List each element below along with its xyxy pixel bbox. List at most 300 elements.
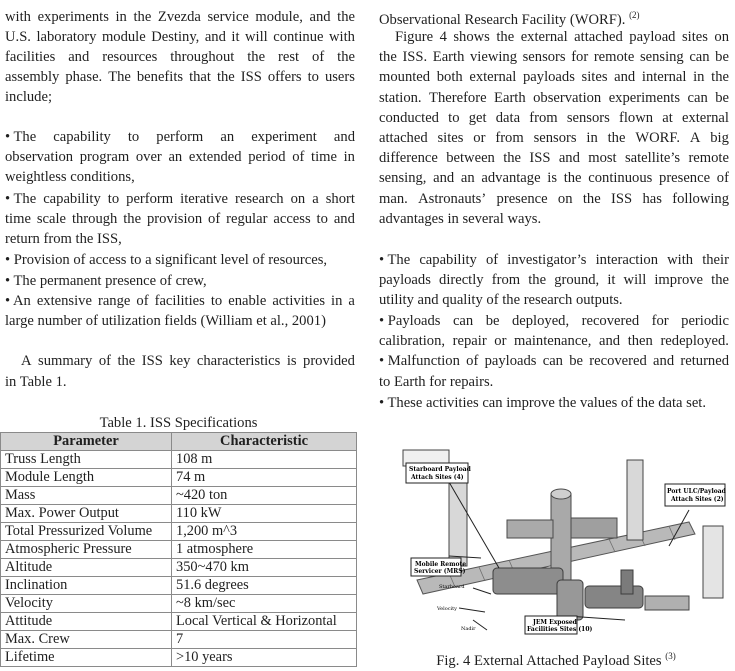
text-line xyxy=(379,47,729,67)
figure-label: Starboard xyxy=(439,584,465,590)
word: Figure xyxy=(395,29,434,45)
table-row xyxy=(1,613,357,631)
characteristic-cell: 51.6 degrees xyxy=(172,577,357,595)
word: will xyxy=(623,272,647,288)
word: of xyxy=(98,353,111,369)
radiator-panel xyxy=(449,478,467,566)
word: payloads xyxy=(379,272,431,288)
word: following xyxy=(672,191,729,207)
word: the xyxy=(563,170,582,186)
text-line xyxy=(379,5,640,28)
word: users xyxy=(324,69,355,85)
jem-module xyxy=(585,586,643,608)
word: remote xyxy=(593,49,635,65)
figure-label: Mobile Remote xyxy=(415,561,467,568)
characteristic-cell: 1 atmosphere xyxy=(172,541,357,559)
table-row xyxy=(1,559,357,577)
word: viewing xyxy=(469,49,518,65)
table-body xyxy=(1,451,357,667)
word: maintenance, xyxy=(514,333,592,349)
jem-exposed-facility xyxy=(645,596,689,610)
word: from xyxy=(495,130,524,146)
word: • The xyxy=(5,129,37,145)
word: of xyxy=(312,49,325,65)
text-line xyxy=(379,148,729,168)
word: conducted xyxy=(379,110,439,126)
word: an xyxy=(168,149,183,165)
word: it xyxy=(231,29,240,45)
word: 4 xyxy=(439,29,447,45)
word: returned xyxy=(680,353,729,369)
word: on xyxy=(557,191,573,207)
word: access xyxy=(273,211,311,227)
lab-module xyxy=(493,568,563,594)
word: payloads xyxy=(523,69,575,85)
word: be xyxy=(715,49,729,65)
word: external xyxy=(469,69,517,85)
parameter-cell: Module Length xyxy=(1,469,172,487)
word: the xyxy=(337,49,355,65)
word: external xyxy=(681,110,729,126)
text-line xyxy=(379,331,729,351)
word: The xyxy=(108,69,131,85)
text-line: include; xyxy=(5,89,53,105)
word: investigator’s xyxy=(507,252,587,268)
parameter-cell: Velocity xyxy=(1,595,172,613)
word: that xyxy=(189,69,211,85)
word: service xyxy=(207,9,249,25)
table-row xyxy=(1,523,357,541)
word: their xyxy=(702,252,729,268)
table-header: Characteristic xyxy=(172,433,357,451)
text-line xyxy=(395,27,729,47)
word: • Malfunction xyxy=(379,353,460,369)
word: the xyxy=(528,272,547,288)
word: to xyxy=(307,69,319,85)
word: research xyxy=(235,191,284,207)
bullet-item xyxy=(5,127,355,147)
text-line xyxy=(5,7,355,27)
word: big xyxy=(710,130,729,146)
table-row xyxy=(1,469,357,487)
word: an xyxy=(220,129,235,145)
word: continuous xyxy=(588,170,653,186)
bullet-item xyxy=(379,311,729,331)
word: payload xyxy=(629,29,676,45)
table-row xyxy=(1,595,357,613)
word: flown xyxy=(618,110,654,126)
word: observation xyxy=(533,90,602,106)
characteristic-cell: ~8 km/sec xyxy=(172,595,357,613)
parameter-cell: Truss Length xyxy=(1,451,172,469)
text-line: advantages in several ways. xyxy=(379,211,542,227)
word: mounted xyxy=(379,69,431,85)
text-line xyxy=(379,270,729,290)
word: presence xyxy=(659,170,711,186)
characteristic-cell: 108 m xyxy=(172,451,357,469)
text-line xyxy=(5,47,355,67)
word: experiment xyxy=(251,129,317,145)
text-line xyxy=(5,209,355,229)
word: A xyxy=(21,353,32,369)
word: continue xyxy=(273,29,324,45)
word: ISS xyxy=(141,353,163,369)
word: the xyxy=(711,69,729,85)
word: Earth xyxy=(494,90,526,106)
word: ISS xyxy=(611,191,633,207)
word: • Payloads xyxy=(379,313,441,329)
word: shows xyxy=(453,29,490,45)
word: sensors xyxy=(522,49,566,65)
text-line: to Earth for repairs. xyxy=(379,374,494,390)
figure-label: Port ULC/Payload xyxy=(667,488,726,495)
word: payloads xyxy=(484,353,537,369)
text-line: large number of utilization fields (William et al., 2001) xyxy=(5,313,326,329)
word: activities xyxy=(272,293,326,309)
word: the xyxy=(496,29,515,45)
characteristic-cell: >10 years xyxy=(172,649,357,667)
word: station. xyxy=(379,90,422,106)
word: with xyxy=(328,29,355,45)
table-caption: Table 1. ISS Specifications xyxy=(99,415,258,431)
word: Destiny, xyxy=(151,29,200,45)
word: • The xyxy=(379,252,411,268)
word: advantage xyxy=(481,170,541,186)
word: provided xyxy=(303,353,355,369)
word: sensing xyxy=(639,49,684,65)
word: in xyxy=(343,149,355,165)
word: U.S. xyxy=(5,29,31,45)
word: module, xyxy=(255,9,303,25)
word: recovered xyxy=(581,313,640,329)
word: ISS xyxy=(240,69,262,85)
word: ISS xyxy=(529,150,551,166)
word: on xyxy=(290,191,306,207)
characteristic-cell: 110 kW xyxy=(172,505,357,523)
word: deployed, xyxy=(511,313,570,329)
word: and xyxy=(333,211,355,227)
text-line xyxy=(379,67,729,87)
figure-label: Velocity xyxy=(437,606,457,612)
word: and xyxy=(204,29,226,45)
reference-number: (3) xyxy=(665,651,676,661)
word: experiments xyxy=(37,9,109,25)
bullet-item: • These activities can improve the values of the data set. xyxy=(379,395,707,411)
word: then xyxy=(627,333,653,349)
word: enable xyxy=(228,293,267,309)
word: the xyxy=(216,69,235,85)
word: sensors xyxy=(566,110,610,126)
text-line: return from the ISS, xyxy=(5,231,122,247)
word: to xyxy=(448,110,460,126)
bullet-item xyxy=(5,189,355,209)
characteristic-cell: 7 xyxy=(172,631,357,649)
word: sensing, xyxy=(379,170,427,186)
text-line xyxy=(379,128,729,148)
word: over xyxy=(135,149,162,165)
word: sites xyxy=(581,69,608,85)
word: program xyxy=(79,149,130,165)
characteristic-cell: 1,200 m^3 xyxy=(172,523,357,541)
word: to xyxy=(107,191,120,207)
figure-caption xyxy=(380,646,732,671)
word: attached xyxy=(379,130,428,146)
word: capability xyxy=(419,252,477,268)
word: range xyxy=(97,293,131,309)
word: the xyxy=(123,211,142,227)
word: attached xyxy=(574,29,623,45)
word: facilities xyxy=(154,293,205,309)
word: provision xyxy=(147,211,203,227)
bullet-item: • Provision of access to a significant level of resources, xyxy=(5,252,328,268)
word: period xyxy=(248,149,286,165)
word: WORF. xyxy=(635,130,680,146)
word: through xyxy=(71,211,118,227)
word: short xyxy=(325,191,355,207)
text-line xyxy=(5,147,355,167)
word: from xyxy=(491,272,521,288)
word: of xyxy=(466,353,479,369)
word: • The xyxy=(5,191,37,207)
word: sensors xyxy=(533,130,577,146)
word: offers xyxy=(267,69,302,85)
word: the xyxy=(582,191,601,207)
word: in xyxy=(115,9,127,25)
word: benefits xyxy=(136,69,184,85)
text-line xyxy=(379,88,729,108)
word: external xyxy=(520,29,568,45)
word: in xyxy=(693,69,705,85)
word: internal xyxy=(641,69,687,85)
word: to xyxy=(316,211,328,227)
word: resources xyxy=(102,49,158,65)
word: laboratory xyxy=(36,29,97,45)
bullet-item: • The permanent presence of crew, xyxy=(5,273,207,289)
node-cap xyxy=(551,489,571,499)
word: a xyxy=(348,293,355,309)
word: Therefore xyxy=(429,90,487,106)
word: on xyxy=(714,29,729,45)
word: rest xyxy=(278,49,300,65)
word: a xyxy=(312,191,319,207)
word: the xyxy=(133,9,152,25)
word: and xyxy=(614,69,636,85)
word: with xyxy=(667,252,694,268)
word: or xyxy=(473,130,486,146)
table-header-row xyxy=(1,433,357,451)
word: Earth xyxy=(432,49,465,65)
word: to xyxy=(210,293,223,309)
parameter-cell: Atmospheric Pressure xyxy=(1,541,172,559)
bullet-item xyxy=(5,291,355,311)
word: the xyxy=(379,49,397,65)
word: most xyxy=(588,150,617,166)
caption-text: Fig. 4 External Attached Payload Sites xyxy=(436,653,662,669)
word: and xyxy=(558,150,580,166)
word: time xyxy=(311,149,337,165)
word: regular xyxy=(226,211,268,227)
word: of xyxy=(208,211,221,227)
table-row xyxy=(1,487,357,505)
word: scale xyxy=(36,211,67,227)
word: and xyxy=(599,333,621,349)
word: Astronauts’ xyxy=(418,191,487,207)
word: the xyxy=(117,353,136,369)
word: to xyxy=(127,129,140,145)
word: A xyxy=(689,130,701,146)
word: of xyxy=(716,170,729,186)
text-line xyxy=(5,67,355,87)
iss-diagram xyxy=(389,430,735,643)
word: is xyxy=(547,170,557,186)
radiator-panel xyxy=(627,460,643,540)
word: ISS. xyxy=(402,49,428,65)
reference-number: (2) xyxy=(629,10,640,20)
word: summary xyxy=(38,353,93,369)
parameter-cell: Total Pressurized Volume xyxy=(1,523,172,541)
text-fragment: Observational Research Facility (WORF). xyxy=(379,12,626,28)
word: has xyxy=(642,191,662,207)
word: module xyxy=(101,29,146,45)
parameter-cell: Inclination xyxy=(1,577,172,595)
word: data xyxy=(495,110,521,126)
word: an xyxy=(460,170,475,186)
word: redeployed. xyxy=(660,333,729,349)
word: in xyxy=(586,130,598,146)
jem-logistics xyxy=(621,570,633,594)
word: iterative xyxy=(180,191,228,207)
word: remote xyxy=(688,150,729,166)
table-row xyxy=(1,631,357,649)
characteristic-cell: Local Vertical & Horizontal xyxy=(172,613,357,631)
word: assembly xyxy=(5,69,60,85)
word: directly xyxy=(439,272,484,288)
table-row xyxy=(1,451,357,469)
word: for xyxy=(571,49,589,65)
word: the xyxy=(247,49,266,65)
word: and xyxy=(433,170,455,186)
word: will xyxy=(245,29,268,45)
parameter-cell: Altitude xyxy=(1,559,172,577)
text-line xyxy=(5,27,355,47)
figure-label: Attach Sites (2) xyxy=(671,496,724,503)
word: and xyxy=(653,353,675,369)
figure-label: JEM Exposed xyxy=(533,619,577,626)
word: periodic xyxy=(681,313,729,329)
word: or xyxy=(494,333,507,349)
word: and xyxy=(309,9,331,25)
word: extensive xyxy=(36,293,92,309)
iss-payload-figure xyxy=(389,430,735,643)
word: man. xyxy=(379,191,408,207)
word: capability xyxy=(53,129,111,145)
word: ground, xyxy=(554,272,600,288)
word: characteristics xyxy=(196,353,281,369)
word: repair xyxy=(452,333,487,349)
text-line xyxy=(21,351,355,371)
text-line xyxy=(379,189,729,209)
word: in xyxy=(331,293,343,309)
word: can xyxy=(687,90,708,106)
word: satellite’s xyxy=(624,150,681,166)
word: can xyxy=(542,353,563,369)
word: capability xyxy=(43,191,101,207)
table-header: Parameter xyxy=(1,433,172,451)
word: improve xyxy=(654,272,704,288)
characteristic-cell: 74 m xyxy=(172,469,357,487)
word: between xyxy=(446,150,495,166)
word: and xyxy=(68,49,90,65)
table-row xyxy=(1,505,357,523)
word: experiments xyxy=(608,90,681,106)
word: • An xyxy=(5,293,31,309)
word: sites xyxy=(437,130,464,146)
word: can xyxy=(452,313,474,329)
word: the xyxy=(337,9,355,25)
text-line xyxy=(379,168,729,188)
word: of xyxy=(485,252,499,268)
upper-module xyxy=(571,518,617,538)
parameter-cell: Mass xyxy=(1,487,172,505)
word: Zvezda xyxy=(157,9,201,25)
word: sites xyxy=(681,29,708,45)
word: it xyxy=(607,272,616,288)
figure-label: Nadir xyxy=(461,626,476,632)
word: for xyxy=(651,313,669,329)
word: can xyxy=(689,49,710,65)
text-line: weightless conditions, xyxy=(5,169,135,185)
word: be xyxy=(569,353,584,369)
word: difference xyxy=(379,150,438,166)
word: both xyxy=(436,69,463,85)
word: the xyxy=(711,272,729,288)
text-line xyxy=(379,108,729,128)
word: be xyxy=(715,90,729,106)
word: throughout xyxy=(170,49,235,65)
word: the xyxy=(503,150,522,166)
word: facilities xyxy=(5,49,56,65)
word: recovered xyxy=(589,353,647,369)
characteristic-cell: ~420 ton xyxy=(172,487,357,505)
word: observation xyxy=(5,149,74,165)
word: calibration, xyxy=(379,333,446,349)
word: be xyxy=(485,313,500,329)
figure-label: Starboard Payload xyxy=(409,466,471,473)
characteristic-cell: 350~470 km xyxy=(172,559,357,577)
bullet-item xyxy=(379,250,729,270)
lab-module xyxy=(557,580,583,620)
word: perform xyxy=(126,191,174,207)
word: extended xyxy=(188,149,242,165)
word: of xyxy=(292,149,305,165)
word: time xyxy=(5,211,31,227)
word: at xyxy=(662,110,673,126)
upper-module xyxy=(507,520,553,538)
text-line: utility and quality of the research outputs. xyxy=(379,292,623,308)
word: presence xyxy=(496,191,548,207)
parameter-cell: Attitude xyxy=(1,613,172,631)
spec-table xyxy=(0,432,357,667)
word: from xyxy=(529,110,558,126)
radiator-panel xyxy=(703,526,723,598)
table-row xyxy=(1,577,357,595)
parameter-cell: Max. Crew xyxy=(1,631,172,649)
text-line: in Table 1. xyxy=(5,374,67,390)
figure-label: Facilities Sites (10) xyxy=(527,626,593,633)
parameter-cell: Lifetime xyxy=(1,649,172,667)
figure-label: Servicer (MRS) xyxy=(414,568,466,575)
word: with xyxy=(5,9,31,25)
